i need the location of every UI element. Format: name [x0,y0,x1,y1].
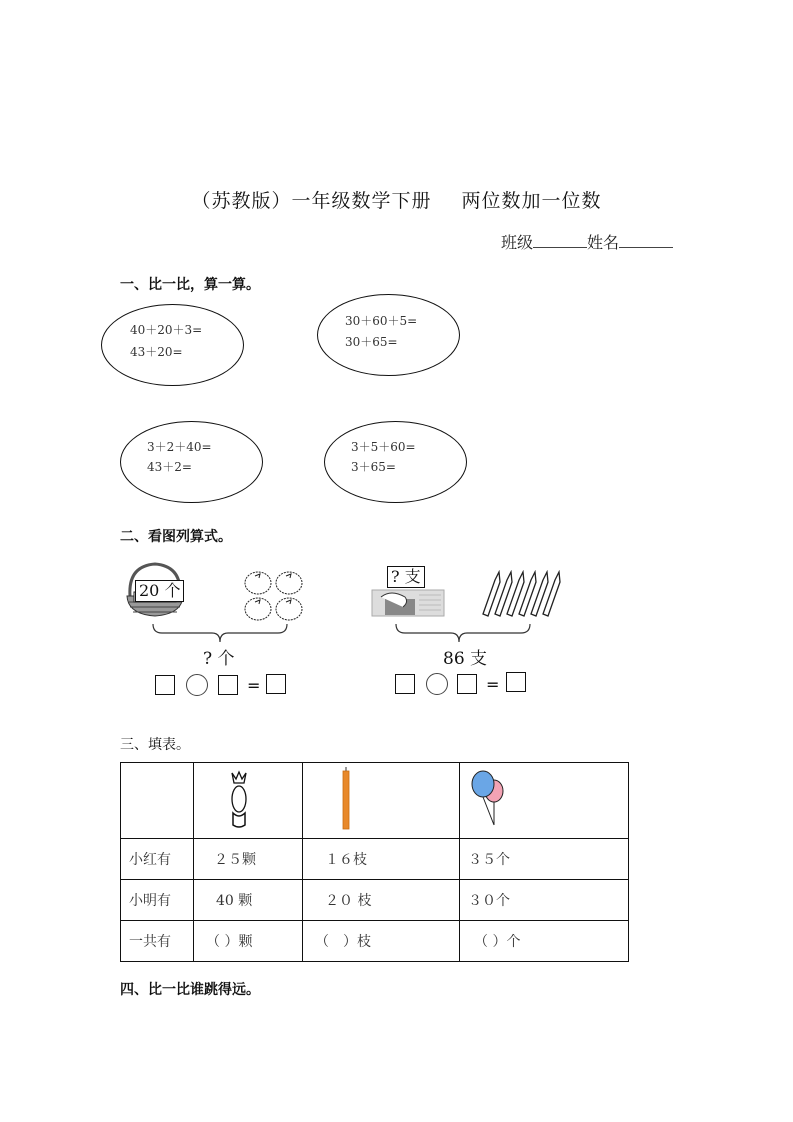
equals-sign: = [486,675,500,694]
answer-cell[interactable]: （ ）颗 [194,921,303,962]
table-row [121,880,629,921]
table-cell: 40 颗 [194,880,303,921]
answer-box[interactable] [457,674,477,694]
equation-line: 43＋20= [130,345,183,359]
pencils-icon [479,570,565,618]
name-blank[interactable] [619,233,673,248]
table-row [121,921,629,962]
row-label: 小明有 [121,880,194,921]
pencil-box-count-label: ? 支 [387,566,425,588]
class-label: 班级 [500,233,533,252]
answer-box[interactable] [506,672,526,692]
candy-column-header [194,763,303,839]
equals-sign: = [247,676,261,695]
equation-line: 30＋65= [345,335,398,349]
answer-box[interactable] [218,675,238,695]
table-cell: ３５个 [460,839,629,880]
brace-icon [393,622,533,644]
answer-box[interactable] [155,675,175,695]
basket-count-label: 20 个 [135,580,184,602]
answer-box[interactable] [395,674,415,694]
equation-ellipse-3 [120,421,263,503]
equation-line: 43＋2= [147,460,192,474]
equation-ellipse-2 [317,294,460,376]
balloons-icon [470,769,510,827]
total-caption-left: ? 个 [203,649,235,669]
operator-circle[interactable] [426,673,448,695]
answer-cell[interactable]: （ ）枝 [303,921,460,962]
row-label: 一共有 [121,921,194,962]
fill-in-table [120,762,629,962]
section-1-heading: 一、比一比，算一算。 [120,277,260,293]
section-4-heading: 四、比一比谁跳得远。 [120,982,260,998]
brace-icon [150,622,290,644]
answer-cell[interactable]: （ ）个 [460,921,629,962]
equation-line: 30＋60＋5= [345,314,418,328]
total-caption-right: 86 支 [443,649,488,669]
table-cell: ２０ 枝 [303,880,460,921]
section-3-heading: 三、填表。 [120,737,190,753]
balloons-column-header [460,763,629,839]
name-label: 姓名 [586,233,619,252]
operator-circle[interactable] [186,674,208,696]
table-cell: １６枝 [303,839,460,880]
equation-ellipse-1 [101,304,244,386]
equation-line: 3＋5＋60= [351,440,416,454]
title-left: （苏教版）一年级数学下册 [191,190,432,212]
class-blank[interactable] [533,233,587,248]
pencil-box-icon [371,589,445,617]
pencil-icon [340,767,352,831]
equation-line: 40＋20＋3= [130,323,203,337]
table-header-row [121,763,629,839]
oranges-icon [243,571,305,623]
page-title [0,186,793,213]
pencil-column-header [303,763,460,839]
section-2-heading: 二、看图列算式。 [120,529,232,545]
equation-ellipse-4 [324,421,467,503]
answer-box[interactable] [266,674,286,694]
equation-line: 3＋2＋40= [147,440,212,454]
student-info-line [501,230,673,253]
table-row [121,839,629,880]
equation-line: 3＋65= [351,460,396,474]
table-cell: ３０个 [460,880,629,921]
table-cell: ２５颗 [194,839,303,880]
row-label: 小红有 [121,839,194,880]
candy-icon [224,767,254,837]
title-right: 两位数加一位数 [461,190,602,212]
table-corner-cell [121,763,194,839]
